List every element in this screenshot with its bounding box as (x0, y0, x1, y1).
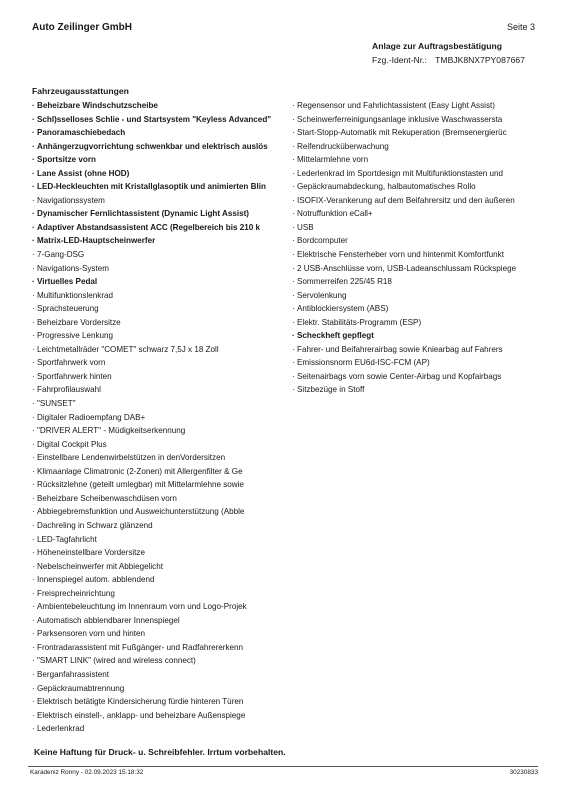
equipment-item-text: Abbiegebremsfunktion und Ausweichunterstützung (Abble (37, 507, 245, 517)
equipment-item-text: Scheinwerferreinigungsanlage inklusive Waschwassersta (297, 114, 503, 124)
bullet-dot: · (292, 317, 295, 327)
equipment-item (292, 329, 542, 343)
equipment-item-text: Gepäckraumabtrennung (37, 683, 125, 693)
bullet-dot: · (32, 195, 35, 205)
bullet-dot: · (292, 263, 295, 273)
equipment-item (292, 126, 542, 140)
bullet-dot: · (32, 250, 35, 260)
bullet-dot: · (292, 304, 295, 314)
bullet-dot: · (32, 168, 35, 178)
equipment-item (292, 316, 542, 330)
equipment-item-text: Parksensoren vorn und hinten (37, 629, 145, 639)
bullet-dot: · (292, 155, 295, 165)
equipment-item-text: ISOFIX-Verankerung auf dem Beifahrersitz und den äußeren (297, 195, 515, 205)
bullet-dot: · (32, 507, 35, 517)
equipment-item-text: Lederlenkrad im Sportdesign mit Multifunktionstasten und (297, 168, 504, 178)
equipment-item (292, 99, 542, 113)
equipment-item (32, 722, 288, 736)
bullet-dot: · (292, 182, 295, 192)
equipment-item-text: Freisprecheinrichtung (37, 588, 115, 598)
bullet-dot: · (32, 561, 35, 571)
equipment-item (292, 383, 542, 397)
bullet-dot: · (32, 358, 35, 368)
bullet-dot: · (32, 602, 35, 612)
bullet-dot: · (32, 426, 35, 436)
equipment-item-text: Multifunktionslenkrad (37, 290, 114, 300)
section-title: Fahrzeugausstattungen (32, 86, 129, 96)
equipment-item (32, 289, 288, 303)
bullet-dot: · (32, 290, 35, 300)
equipment-item (32, 695, 288, 709)
equipment-item (32, 126, 288, 140)
equipment-item (32, 492, 288, 506)
equipment-item-text: Automatisch abblendbarer Innenspiegel (37, 615, 180, 625)
equipment-item (32, 668, 288, 682)
bullet-dot: · (32, 222, 35, 232)
bullet-dot: · (32, 141, 35, 151)
bullet-dot: · (32, 683, 35, 693)
equipment-item (292, 302, 542, 316)
bullet-dot: · (32, 669, 35, 679)
equipment-item (32, 411, 288, 425)
bullet-dot: · (292, 114, 295, 124)
equipment-item (292, 167, 542, 181)
equipment-list-right (292, 99, 542, 397)
equipment-item (32, 560, 288, 574)
equipment-item-text: Elektrische Fensterheber vorn und hintenmit Komfortfunkt (297, 250, 504, 260)
equipment-item (32, 234, 288, 248)
bullet-dot: · (292, 331, 295, 341)
equipment-item-text: Dynamischer Fernlichtassistent (Dynamic Light Assist) (37, 209, 249, 219)
equipment-item (32, 654, 288, 668)
equipment-item (32, 329, 288, 343)
bullet-dot: · (32, 344, 35, 354)
equipment-item (292, 343, 542, 357)
disclaimer: Keine Haftung für Druck- u. Schreibfehler. Irrtum vorbehalten. (34, 747, 286, 757)
equipment-item-text: Matrix-LED-Hauptscheinwerfer (37, 236, 156, 246)
equipment-item-text: Sitzbezüge in Stoff (297, 385, 365, 395)
equipment-item (32, 505, 288, 519)
equipment-item-text: Frontradarassistent mit Fußgänger- und Radfahrererkenn (37, 642, 244, 652)
bullet-dot: · (32, 453, 35, 463)
bullet-dot: · (292, 168, 295, 178)
equipment-item (32, 302, 288, 316)
equipment-item (292, 234, 542, 248)
vehicle-ident (372, 55, 525, 65)
bullet-dot: · (292, 209, 295, 219)
equipment-item-text: 7-Gang-DSG (37, 250, 85, 260)
equipment-item (32, 451, 288, 465)
equipment-item (32, 153, 288, 167)
equipment-item (32, 113, 288, 127)
equipment-item-text: Sportfahrwerk hinten (37, 371, 112, 381)
equipment-item-text: LED-Heckleuchten mit Kristallglasoptik und animierten Blin (37, 182, 266, 192)
equipment-item (32, 275, 288, 289)
equipment-item-text: Bordcomputer (297, 236, 348, 246)
equipment-item-text: Emissionsnorm EU6d-ISC-FCM (AP) (297, 358, 430, 368)
bullet-dot: · (32, 385, 35, 395)
equipment-item-text: Start-Stopp-Automatik mit Rekuperation (Bremsenergierüc (297, 128, 507, 138)
equipment-item (32, 343, 288, 357)
equipment-item (32, 262, 288, 276)
equipment-item-text: Ambientebeleuchtung im Innenraum vorn und Logo-Projek (37, 602, 247, 612)
equipment-item-text: Höheneinstellbare Vordersitze (37, 548, 145, 558)
equipment-item-text: Seitenairbags vorn sowie Center-Airbag und Kopfairbags (297, 371, 502, 381)
equipment-item (32, 370, 288, 384)
equipment-item-text: "SMART LINK" (wired and wireless connect) (37, 656, 196, 666)
equipment-item (32, 478, 288, 492)
equipment-item (32, 316, 288, 330)
bullet-dot: · (32, 520, 35, 530)
equipment-item-text: Berganfahrassistent (37, 669, 109, 679)
equipment-item-text: Schl)sselloses Schlie - und Startsystem "Keyless Advanced" (37, 114, 272, 124)
equipment-item-text: Navigationssystem (37, 195, 105, 205)
equipment-item-text: Panoramaschiebedach (37, 128, 126, 138)
equipment-item-text: Nebelscheinwerfer mit Abbiegelicht (37, 561, 163, 571)
equipment-item (32, 709, 288, 723)
equipment-item-text: Sportfahrwerk vorn (37, 358, 106, 368)
equipment-item-text: Elektrisch betätigte Kindersicherung fürdie hinteren Türen (37, 697, 244, 707)
equipment-item-text: Leichtmetallräder "COMET" schwarz 7,5J x 18 Zoll (37, 344, 219, 354)
equipment-item-text: Anhängerzugvorrichtung schwenkbar und elektrisch auslös (37, 141, 268, 151)
bullet-dot: · (292, 385, 295, 395)
equipment-item-text: Mittelarmlehne vorn (297, 155, 369, 165)
footer-author-timestamp: Karadeniz Ronny - 02.09.2023 15:18:32 (30, 769, 144, 776)
footer-document-number: 30230833 (509, 769, 538, 776)
bullet-dot: · (32, 371, 35, 381)
bullet-dot: · (32, 480, 35, 490)
bullet-dot: · (292, 222, 295, 232)
bullet-dot: · (292, 277, 295, 287)
equipment-item (292, 356, 542, 370)
equipment-item (32, 614, 288, 628)
equipment-item (292, 221, 542, 235)
equipment-item-text: Digitaler Radioempfang DAB+ (37, 412, 146, 422)
equipment-item-text: Rücksitzlehne (geteilt umlegbar) mit Mittelarmlehne sowie (37, 480, 244, 490)
equipment-item (32, 194, 288, 208)
bullet-dot: · (32, 697, 35, 707)
equipment-item-text: "DRIVER ALERT" - Müdigkeitserkennung (37, 426, 186, 436)
company-name: Auto Zeilinger GmbH (32, 22, 132, 33)
bullet-dot: · (32, 493, 35, 503)
equipment-item (292, 248, 542, 262)
equipment-item (292, 194, 542, 208)
equipment-item (32, 248, 288, 262)
bullet-dot: · (32, 263, 35, 273)
equipment-item (32, 424, 288, 438)
equipment-item-text: Notruffunktion eCall+ (297, 209, 373, 219)
equipment-item-text: Fahrer- und Beifahrerairbag sowie Kniearbag auf Fahrers (297, 344, 503, 354)
equipment-item (32, 356, 288, 370)
equipment-item-text: Adaptiver Abstandsassistent ACC (Regelbereich bis 210 k (37, 222, 260, 232)
equipment-item (32, 465, 288, 479)
bullet-dot: · (32, 575, 35, 585)
bullet-dot: · (32, 548, 35, 558)
bullet-dot: · (32, 128, 35, 138)
equipment-item (292, 289, 542, 303)
bullet-dot: · (32, 209, 35, 219)
bullet-dot: · (292, 358, 295, 368)
equipment-item-text: Innenspiegel autom. abblendend (37, 575, 155, 585)
equipment-item-text: USB (297, 222, 314, 232)
equipment-item-text: Einstellbare Lendenwirbelstützen in denVordersitzen (37, 453, 226, 463)
bullet-dot: · (32, 642, 35, 652)
equipment-item (32, 519, 288, 533)
equipment-item (32, 167, 288, 181)
equipment-item (292, 153, 542, 167)
equipment-item (292, 113, 542, 127)
bullet-dot: · (32, 304, 35, 314)
equipment-item (32, 546, 288, 560)
equipment-item-text: Reifendrucküberwachung (297, 141, 389, 151)
equipment-item (292, 180, 542, 194)
bullet-dot: · (292, 344, 295, 354)
equipment-item-text: Servolenkung (297, 290, 347, 300)
equipment-item-text: Lane Assist (ohne HOD) (37, 168, 130, 178)
equipment-item (32, 207, 288, 221)
bullet-dot: · (292, 141, 295, 151)
equipment-item (32, 587, 288, 601)
bullet-dot: · (32, 439, 35, 449)
equipment-item (32, 573, 288, 587)
bullet-dot: · (32, 656, 35, 666)
equipment-item-text: 2 USB-Anschlüsse vorn, USB-Ladeanschlussam Rückspiege (297, 263, 517, 273)
vehicle-ident-value: TMBJK8NX7PY087667 (435, 55, 525, 65)
equipment-item-text: LED-Tagfahrlicht (37, 534, 97, 544)
bullet-dot: · (292, 195, 295, 205)
equipment-item-text: Fahrprofilauswahl (37, 385, 101, 395)
page-number: Seite 3 (506, 22, 535, 32)
equipment-item (32, 397, 288, 411)
equipment-item (32, 383, 288, 397)
equipment-item (32, 627, 288, 641)
bullet-dot: · (32, 155, 35, 165)
equipment-item-text: Gepäckraumabdeckung, halbautomatisches Rollo (297, 182, 476, 192)
equipment-item (292, 275, 542, 289)
bullet-dot: · (32, 412, 35, 422)
equipment-item-text: Klimaanlage Climatronic (2-Zonen) mit Allergenfilter & Ge (37, 466, 243, 476)
equipment-item (32, 682, 288, 696)
bullet-dot: · (32, 236, 35, 246)
equipment-item (32, 180, 288, 194)
equipment-item-text: Beheizbare Windschutzscheibe (37, 101, 158, 110)
equipment-item-text: Regensensor und Fahrlichtassistent (Easy Light Assist) (297, 101, 495, 110)
bullet-dot: · (32, 724, 35, 734)
equipment-list-left (32, 99, 288, 736)
bullet-dot: · (32, 534, 35, 544)
equipment-item (32, 438, 288, 452)
bullet-dot: · (32, 399, 35, 409)
equipment-item (292, 370, 542, 384)
bullet-dot: · (32, 331, 35, 341)
bullet-dot: · (292, 371, 295, 381)
vehicle-ident-label: Fzg.-Ident-Nr.: (372, 55, 427, 65)
equipment-item (292, 140, 542, 154)
equipment-item (32, 641, 288, 655)
bullet-dot: · (32, 615, 35, 625)
bullet-dot: · (32, 317, 35, 327)
bullet-dot: · (292, 101, 295, 110)
equipment-item-text: Sportsitze vorn (37, 155, 96, 165)
bullet-dot: · (292, 128, 295, 138)
equipment-item-text: Beheizbare Scheibenwaschdüsen vorn (37, 493, 177, 503)
equipment-item-text: Antiblockiersystem (ABS) (297, 304, 389, 314)
bullet-dot: · (32, 277, 35, 287)
equipment-item-text: Virtuelles Pedal (37, 277, 98, 287)
equipment-item (32, 99, 288, 113)
equipment-item-text: Lederlenkrad (37, 724, 85, 734)
equipment-item-text: Digital Cockpit Plus (37, 439, 107, 449)
equipment-item-text: Navigations-System (37, 263, 109, 273)
equipment-item-text: Progressive Lenkung (37, 331, 114, 341)
bullet-dot: · (32, 588, 35, 598)
equipment-item (292, 207, 542, 221)
bullet-dot: · (32, 710, 35, 720)
equipment-item-text: Elektr. Stabilitäts-Programm (ESP) (297, 317, 422, 327)
bullet-dot: · (32, 629, 35, 639)
equipment-item-text: Sommerreifen 225/45 R18 (297, 277, 392, 287)
equipment-item-text: Scheckheft gepflegt (297, 331, 374, 341)
equipment-item (32, 600, 288, 614)
bullet-dot: · (292, 290, 295, 300)
equipment-item-text: Elektrisch einstell-, anklapp- und beheizbare Außenspiege (37, 710, 246, 720)
equipment-item-text: Beheizbare Vordersitze (37, 317, 121, 327)
equipment-item-text: Dachreling in Schwarz glänzend (37, 520, 153, 530)
bullet-dot: · (32, 114, 35, 124)
bullet-dot: · (32, 466, 35, 476)
equipment-item-text: "SUNSET" (37, 399, 76, 409)
equipment-item (32, 140, 288, 154)
bullet-dot: · (292, 250, 295, 260)
equipment-item (292, 262, 542, 276)
equipment-item (32, 221, 288, 235)
document-subtitle: Anlage zur Auftragsbestätigung (372, 41, 503, 51)
equipment-item (32, 533, 288, 547)
bullet-dot: · (292, 236, 295, 246)
bullet-dot: · (32, 182, 35, 192)
footer-divider (28, 766, 538, 767)
bullet-dot: · (32, 101, 35, 110)
equipment-item-text: Sprachsteuerung (37, 304, 99, 314)
